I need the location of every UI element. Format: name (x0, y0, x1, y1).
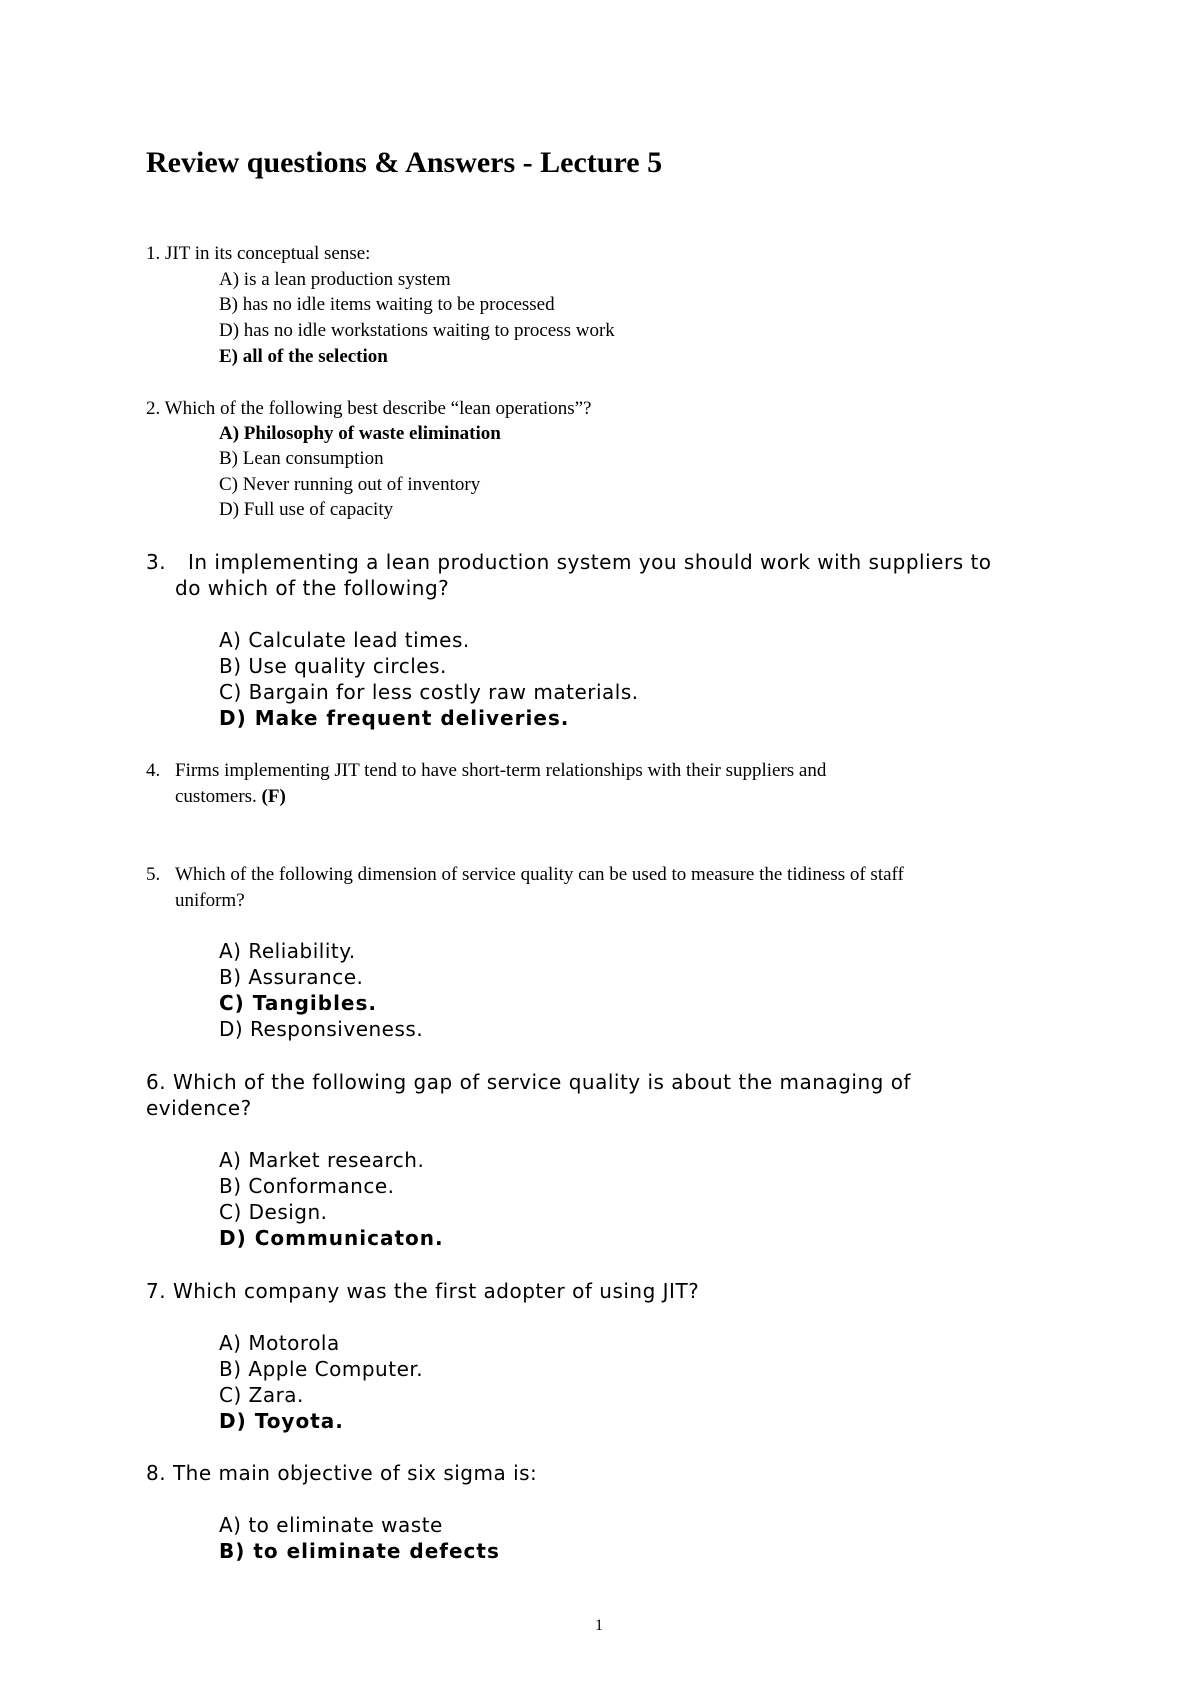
question-7-option-c: C) Zara. (219, 1383, 304, 1407)
question-3-stem-line1: In implementing a lean production system you should work with suppliers to (188, 550, 992, 574)
question-7-stem: 7. Which company was the first adopter of using JIT? (146, 1279, 700, 1303)
page-number: 1 (595, 1617, 603, 1634)
question-6-option-c: C) Design. (219, 1200, 328, 1224)
question-7-option-a: A) Motorola (219, 1331, 340, 1355)
question-8-option-a: A) to eliminate waste (219, 1513, 443, 1537)
question-4-stem-line2-wrap (175, 784, 286, 810)
question-4-answer: (F) (261, 786, 286, 807)
question-1-option-a: A) is a lean production system (219, 269, 451, 290)
question-5-option-a: A) Reliability. (219, 939, 356, 963)
question-1-option-d: D) has no idle workstations waiting to process work (219, 320, 615, 341)
question-5-stem-line1: Which of the following dimension of service quality can be used to measure the tidiness of staff (175, 864, 904, 885)
question-7-option-b: B) Apple Computer. (219, 1357, 424, 1381)
question-6-stem-line1: 6. Which of the following gap of service quality is about the managing of (146, 1070, 911, 1094)
question-7-answer: D) Toyota. (219, 1409, 344, 1433)
question-5-stem-line2: uniform? (175, 890, 245, 911)
question-4-number: 4. (146, 760, 161, 781)
question-6-option-b: B) Conformance. (219, 1174, 395, 1198)
question-2-option-b: B) Lean consumption (219, 448, 384, 469)
question-1-option-b: B) has no idle items waiting to be processed (219, 294, 555, 315)
document-title: Review questions & Answers - Lecture 5 (146, 146, 663, 179)
question-8-stem: 8. The main objective of six sigma is: (146, 1461, 538, 1485)
question-5-number: 5. (146, 864, 161, 885)
question-1-answer: E) all of the selection (219, 346, 388, 367)
question-5-option-d: D) Responsiveness. (219, 1017, 424, 1041)
question-3-option-b: B) Use quality circles. (219, 654, 447, 678)
question-6-stem-line2: evidence? (146, 1096, 252, 1120)
question-1-stem: 1. JIT in its conceptual sense: (146, 243, 371, 264)
question-8-answer: B) to eliminate defects (219, 1539, 500, 1563)
question-2-option-c: C) Never running out of inventory (219, 474, 481, 495)
question-3-stem-line2: do which of the following? (175, 576, 450, 600)
question-2-stem: 2. Which of the following best describe “lean operations”? (146, 398, 592, 419)
question-6-option-a: A) Market research. (219, 1148, 425, 1172)
question-4-stem-line2: customers. (175, 786, 257, 807)
question-5-option-b: B) Assurance. (219, 965, 364, 989)
question-3-option-a: A) Calculate lead times. (219, 628, 470, 652)
question-2-option-d: D) Full use of capacity (219, 499, 394, 520)
question-6-answer: D) Communicaton. (219, 1226, 444, 1250)
question-3-option-c: C) Bargain for less costly raw materials. (219, 680, 639, 704)
question-3-answer: D) Make frequent deliveries. (219, 706, 570, 730)
question-4-stem-line1: Firms implementing JIT tend to have short-term relationships with their suppliers and (175, 760, 827, 781)
question-2-answer: A) Philosophy of waste elimination (219, 423, 501, 444)
question-3-number: 3. (146, 550, 167, 574)
question-5-answer: C) Tangibles. (219, 991, 377, 1015)
